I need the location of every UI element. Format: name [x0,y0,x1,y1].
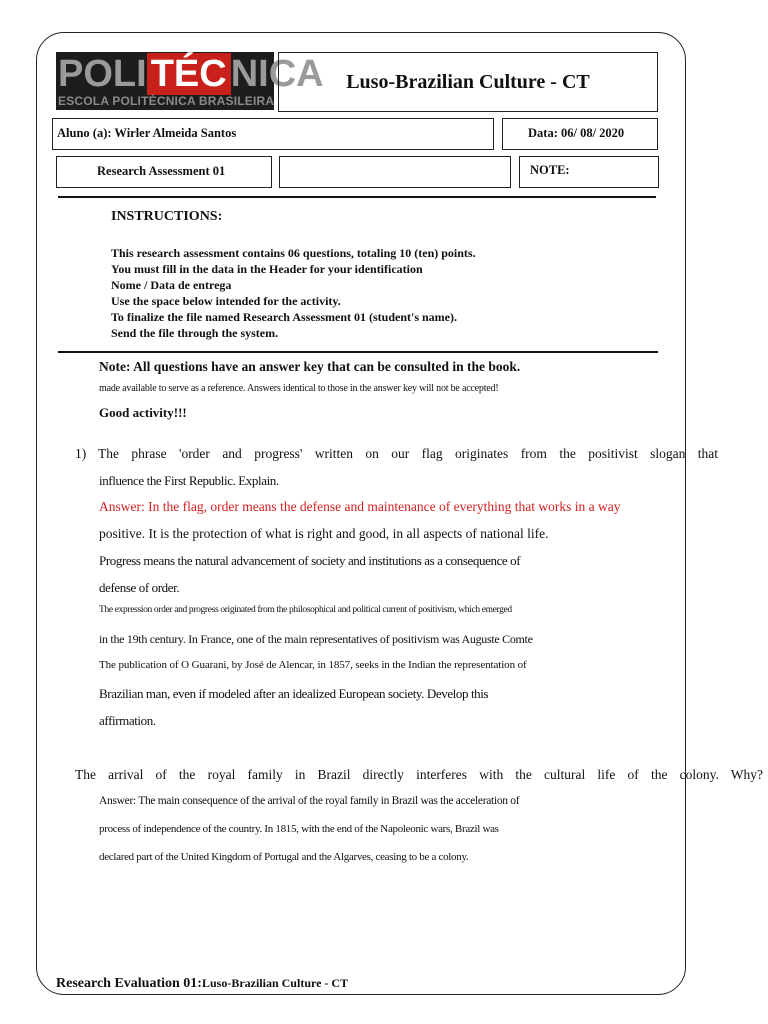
answer-line: defense of order. [99,580,180,595]
question-1-answer: Answer: In the flag, order means the defense and maintenance of everything that works in a way [99,499,621,514]
course-title: Luso-Brazilian Culture - CT [346,70,590,93]
logo-wordmark: POLI TÉC NICA [58,53,324,95]
question-2-text: The arrival of the royal family in Brazil directly interferes with the cultural life of the colony. Why? [75,767,763,782]
divider-middle [58,351,658,353]
question-2-answer-line: process of independence of the country. In 1815, with the end of the Napoleonic wars, Brazil was [99,823,499,835]
question-1-text-line-2: influence the First Republic. Explain. [99,473,279,488]
instruction-line: You must fill in the data in the Header for your identification [111,262,423,276]
footer-course: Luso-Brazilian Culture - CT [201,976,349,990]
note-line-2: made available to serve as a reference. Answers identical to those in the answer key will not be accepted! [99,383,499,394]
instruction-line: Send the file through the system. [111,326,279,340]
answer-line: affirmation. [99,713,156,728]
question-2-answer-line: Answer: The main consequence of the arrival of the royal family in Brazil was the acceleration of [99,795,520,807]
date-field: Data: 06/ 08/ 2020 [528,126,625,140]
student-name: Aluno (a): Wirler Almeida Santos [57,126,237,140]
blank-box [279,156,511,188]
question-1-text: The phrase 'order and progress' written on our flag originates from the positivist slogan that [98,446,718,461]
logo-subtitle: ESCOLA POLITÉCNICA BRASILEIRA [58,94,275,108]
question-2-answer-line: declared part of the United Kingdom of Portugal and the Algarves, ceasing to be a colony. [99,851,469,863]
answer-line: in the 19th century. In France, one of the main representatives of positivism was Auguste Comte [99,632,533,646]
divider-top [58,196,656,198]
instruction-line: This research assessment contains 06 questions, totaling 10 (ten) points. [111,246,476,260]
instruction-line: Use the space below intended for the activity. [111,294,341,308]
answer-line: positive. It is the protection of what is right and good, in all aspects of national life. [99,526,549,541]
footer-label: Research Evaluation 01: [56,976,202,991]
assessment-title: Research Assessment 01 [97,164,226,178]
politecnica-logo [56,52,324,110]
footer [56,974,348,992]
answer-line: Brazilian man, even if modeled after an idealized European society. Develop this [99,686,489,701]
note-line-1: Note: All questions have an answer key that can be consulted in the book. [99,359,521,374]
answer-line: The publication of O Guarani, by José de Alencar, in 1857, seeks in the Indian the representation of [99,659,527,671]
note-label: NOTE: [530,163,570,177]
instruction-line: To finalize the file named Research Assessment 01 (student's name). [111,310,457,324]
answer-line: The expression order and progress originated from the philosophical and political current of positivism, which emerged [99,605,512,615]
instructions-heading: INSTRUCTIONS: [111,209,223,224]
question-1-number: 1) [75,446,87,461]
answer-line: Progress means the natural advancement of society and institutions as a consequence of [99,553,521,568]
instruction-line: Nome / Data de entrega [111,278,232,292]
note-line-3: Good activity!!! [99,405,187,420]
